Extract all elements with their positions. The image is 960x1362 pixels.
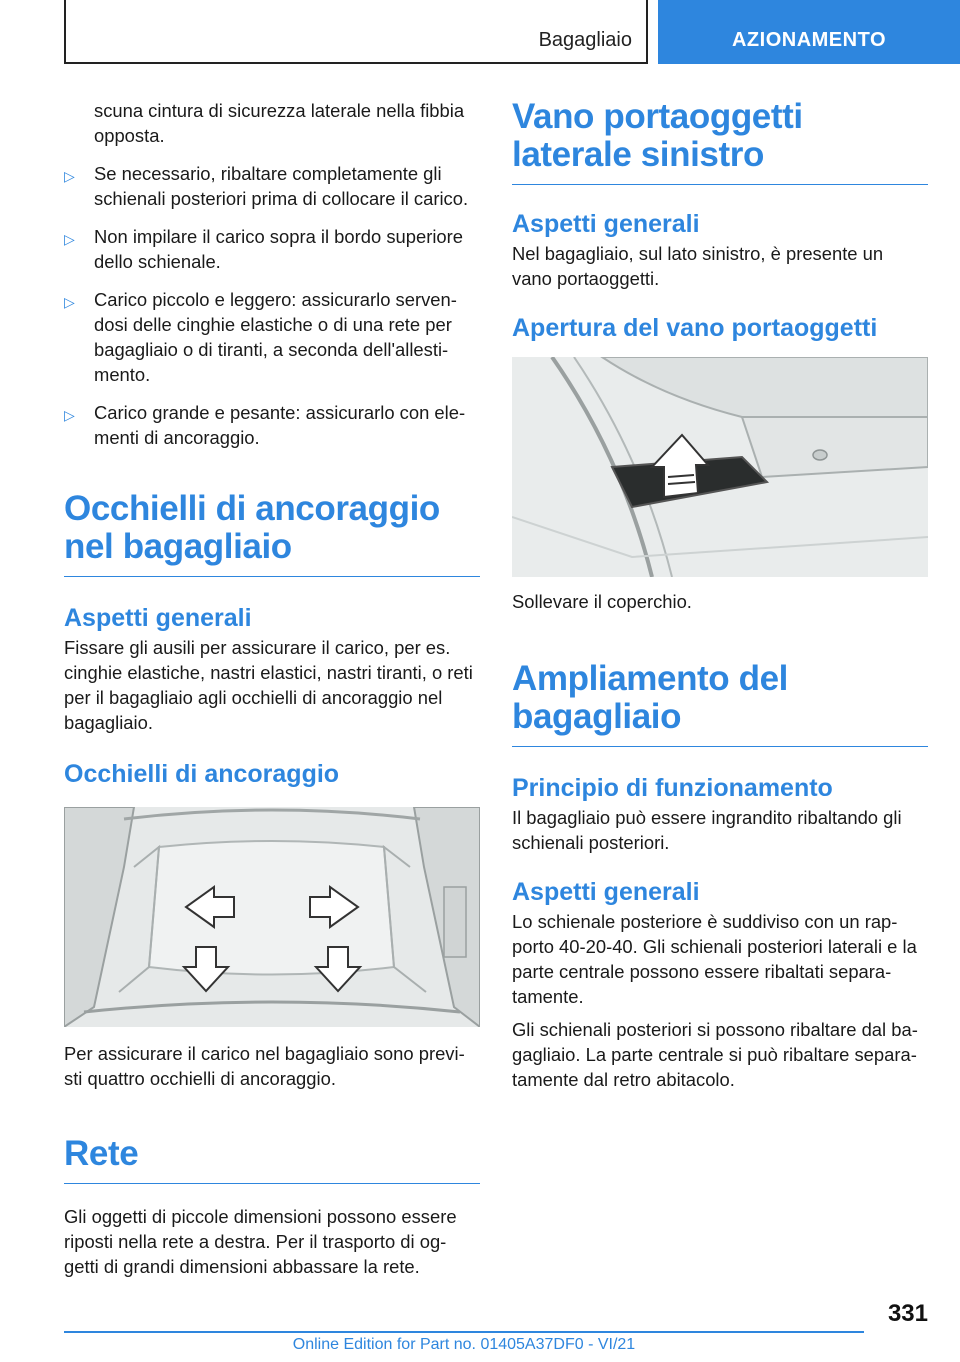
left-column — [64, 98, 480, 1279]
heading-rete: Rete — [64, 1135, 480, 1184]
paragraph-principio: Il bagagliaio può essere ingrandito ribaltando gli schienali posteriori. — [512, 807, 902, 853]
subheading-principio: Principio di funzionamento — [512, 774, 833, 802]
storage-compartment-illustration — [512, 357, 928, 577]
list-item — [64, 224, 480, 274]
figure-caption-anchors: Per assicurare il carico nel bagagliaio sono previ‐sti quattro occhielli di ancoraggio. — [64, 1043, 465, 1089]
list-item-text: Se necessario, ribaltare completamente gli schienali posteriori prima di collocare il carico. — [94, 163, 469, 209]
figure-caption-compartment: Sollevare il coperchio. — [512, 591, 692, 612]
triangle-bullet-icon: ▷ — [64, 294, 75, 310]
heading-occhielli: Occhielli di ancoraggio nel bagagliaio — [64, 490, 480, 577]
subheading-aspetti-generali-vano: Aspetti generali — [512, 210, 700, 238]
list-item — [64, 400, 480, 450]
paragraph-aspetti-generali-ampliamento-b: Gli schienali posteriori si possono ribaltare dal ba‐gagliaio. La parte centrale si può ribaltare separa‐tamente dal retro abitacolo. — [512, 1019, 918, 1090]
paragraph-aspetti-generali-ampliamento-a: Lo schienale posteriore è suddiviso con un rap‐porto 40-20-40. Gli schienali posteriori laterali e la parte centrale possono essere ribaltati separa‐tamente. — [512, 911, 917, 1007]
subheading-aspetti-generali-ampliamento: Aspetti generali — [512, 878, 700, 906]
triangle-bullet-icon: ▷ — [64, 168, 75, 184]
list-item-text: Carico piccolo e leggero: assicurarlo serven‐dosi delle cinghie elastiche o di una rete per bagagliaio o di tiranti, a seconda dell'allesti‐mento. — [94, 289, 457, 385]
heading-vano-portaoggetti: Vano portaoggetti laterale sinistro — [512, 98, 928, 185]
header-section-title: Bagagliaio — [538, 29, 632, 51]
paragraph-aspetti-generali: Fissare gli ausili per assicurare il carico, per es. cinghie elastiche, nastri elastici, nastri tiranti, o reti per il bagagliaio agli occhielli di ancoraggio nel bagagliaio. — [64, 637, 473, 733]
page-number: 331 — [887, 1300, 928, 1327]
footer-edition: Online Edition for Part no. 01405A37DF0 - VI/21 — [292, 1336, 636, 1353]
trunk-anchor-drawing — [64, 807, 480, 1027]
storage-compartment-drawing — [512, 357, 928, 577]
paragraph-rete: Gli oggetti di piccole dimensioni possono essere riposti nella rete a destra. Per il trasporto di og‐getti di grandi dimensioni abbassare la rete. — [64, 1206, 457, 1277]
list-item — [64, 161, 480, 211]
header-chapter-box — [658, 0, 960, 64]
header-section-box — [64, 0, 648, 64]
subheading-apertura-vano: Apertura del vano portaoggetti — [512, 314, 878, 342]
bullet-list — [64, 161, 480, 450]
right-column — [512, 98, 928, 1092]
subheading-aspetti-generali: Aspetti generali — [64, 604, 252, 632]
continuation-text: scuna cintura di sicurezza laterale nella fibbia opposta. — [94, 100, 465, 146]
footer-divider — [64, 1331, 864, 1333]
header-chapter-title: AZIONAMENTO — [731, 29, 886, 51]
subheading-occhielli-di-ancoraggio: Occhielli di ancoraggio — [64, 760, 340, 788]
heading-ampliamento: Ampliamento del bagagliaio — [512, 660, 928, 747]
paragraph-aspetti-generali-vano: Nel bagagliaio, sul lato sinistro, è presente un vano portaoggetti. — [512, 243, 884, 289]
list-item — [64, 287, 480, 387]
list-item-text: Non impilare il carico sopra il bordo superiore dello schienale. — [94, 226, 463, 272]
list-item-text: Carico grande e pesante: assicurarlo con ele‐menti di ancoraggio. — [94, 402, 466, 448]
triangle-bullet-icon: ▷ — [64, 231, 75, 247]
trunk-anchor-illustration — [64, 807, 480, 1027]
triangle-bullet-icon: ▷ — [64, 407, 75, 423]
